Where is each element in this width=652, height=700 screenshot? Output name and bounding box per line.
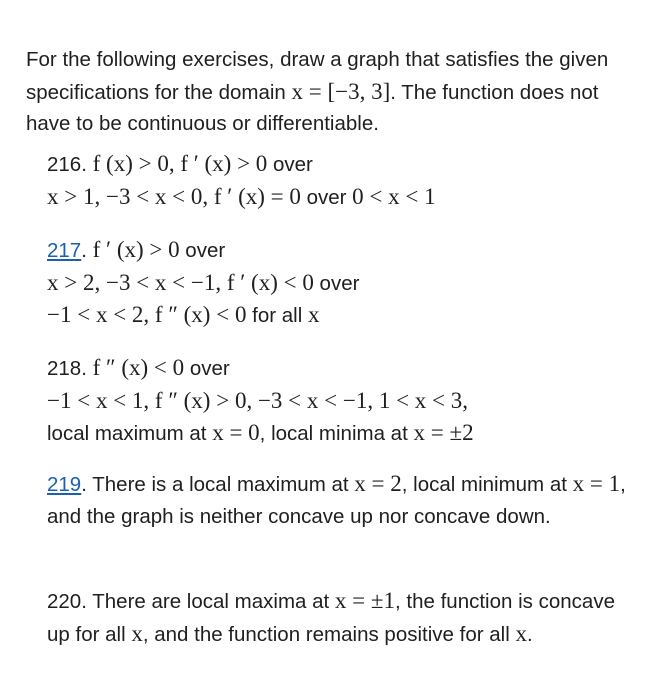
text-segment: over	[184, 357, 230, 380]
exercise-216	[47, 148, 632, 213]
math-expression: x = ±2	[413, 420, 474, 445]
math-expression: x > 2, −3 < x < −1, f ′ (x) < 0	[47, 269, 314, 295]
exercise-217-link[interactable]: 217	[47, 239, 82, 262]
exercise-220-text-3: , and the function remains positive for all	[142, 622, 516, 646]
exercise-number-216: 216	[47, 153, 82, 176]
exercise-220-math-1: x = ±1	[334, 588, 396, 613]
exercise-219-link[interactable]: 219	[47, 473, 82, 496]
exercise-220-text-2: , the function is concave up for all	[47, 590, 615, 646]
text-segment: , local minima at	[259, 422, 414, 445]
instructions-text-1: For the following exercises, draw a graph that satisfies the given specifications for the domain	[26, 48, 609, 104]
instructions-text-2: . The function does not have to be continuous or differentiable.	[26, 80, 599, 135]
exercise-number-220: 220	[47, 590, 82, 613]
exercise-number-218: 218	[47, 357, 82, 380]
math-expression: f (x) > 0, f ′ (x) > 0	[92, 151, 268, 176]
exercise-220-text-4: .	[526, 622, 533, 646]
exercise-219-math-2: x = 1	[572, 471, 621, 496]
exercise-220-math-2: x	[131, 620, 143, 646]
exercise-216-line-1: 216. f (x) > 0, f ′ (x) > 0 over	[47, 151, 313, 176]
instructions-paragraph	[26, 44, 626, 140]
math-expression: −1 < x < 2, f ″ (x) < 0	[47, 302, 247, 327]
exercise-217	[47, 234, 632, 332]
exercise-217-line-1: 217. f ′ (x) > 0 over	[47, 237, 226, 262]
text-segment: over	[179, 239, 226, 262]
exercise-219-text-2: , local minimum at	[401, 473, 573, 496]
text-segment: for all	[246, 304, 308, 327]
math-expression: x > 1, −3 < x < 0, f ′ (x) = 0	[47, 183, 301, 209]
exercise-220-math-3: x	[515, 620, 527, 646]
exercise-216-line-2	[47, 181, 632, 214]
domain-math: x = [−3, 3]	[291, 78, 391, 104]
math-expression: −1 < x < 1, f ″ (x) > 0, −3 < x < −1, 1 < x < 3,	[47, 387, 469, 413]
exercise-217-line-2	[47, 267, 632, 300]
text-segment: over	[300, 185, 353, 209]
text-segment: over	[267, 153, 313, 176]
math-expression: f ′ (x) > 0	[92, 237, 180, 262]
exercise-218	[47, 352, 632, 450]
exercise-219-text-3: , and the graph is neither concave up nor concave down.	[47, 473, 626, 528]
math-expression: x = 0	[212, 420, 260, 445]
exercise-219	[47, 468, 632, 532]
math-expression: f ″ (x) < 0	[92, 355, 185, 380]
exercise-220-text-1: . There are local maxima at	[81, 590, 335, 613]
exercise-219-math-1: x = 2	[354, 471, 402, 496]
exercise-218-line-2	[47, 385, 632, 418]
text-segment: over	[313, 271, 360, 295]
exercise-218-line-3	[47, 417, 632, 450]
exercise-217-line-3	[47, 299, 632, 332]
text-segment: local maximum at	[47, 422, 213, 445]
math-expression: 0 < x < 1	[352, 183, 436, 209]
exercise-219-text-1: . There is a local maximum at	[81, 473, 355, 496]
math-expression: x	[307, 302, 320, 327]
exercise-218-line-1: 218. f ″ (x) < 0 over	[47, 355, 230, 380]
exercise-220	[47, 585, 632, 650]
